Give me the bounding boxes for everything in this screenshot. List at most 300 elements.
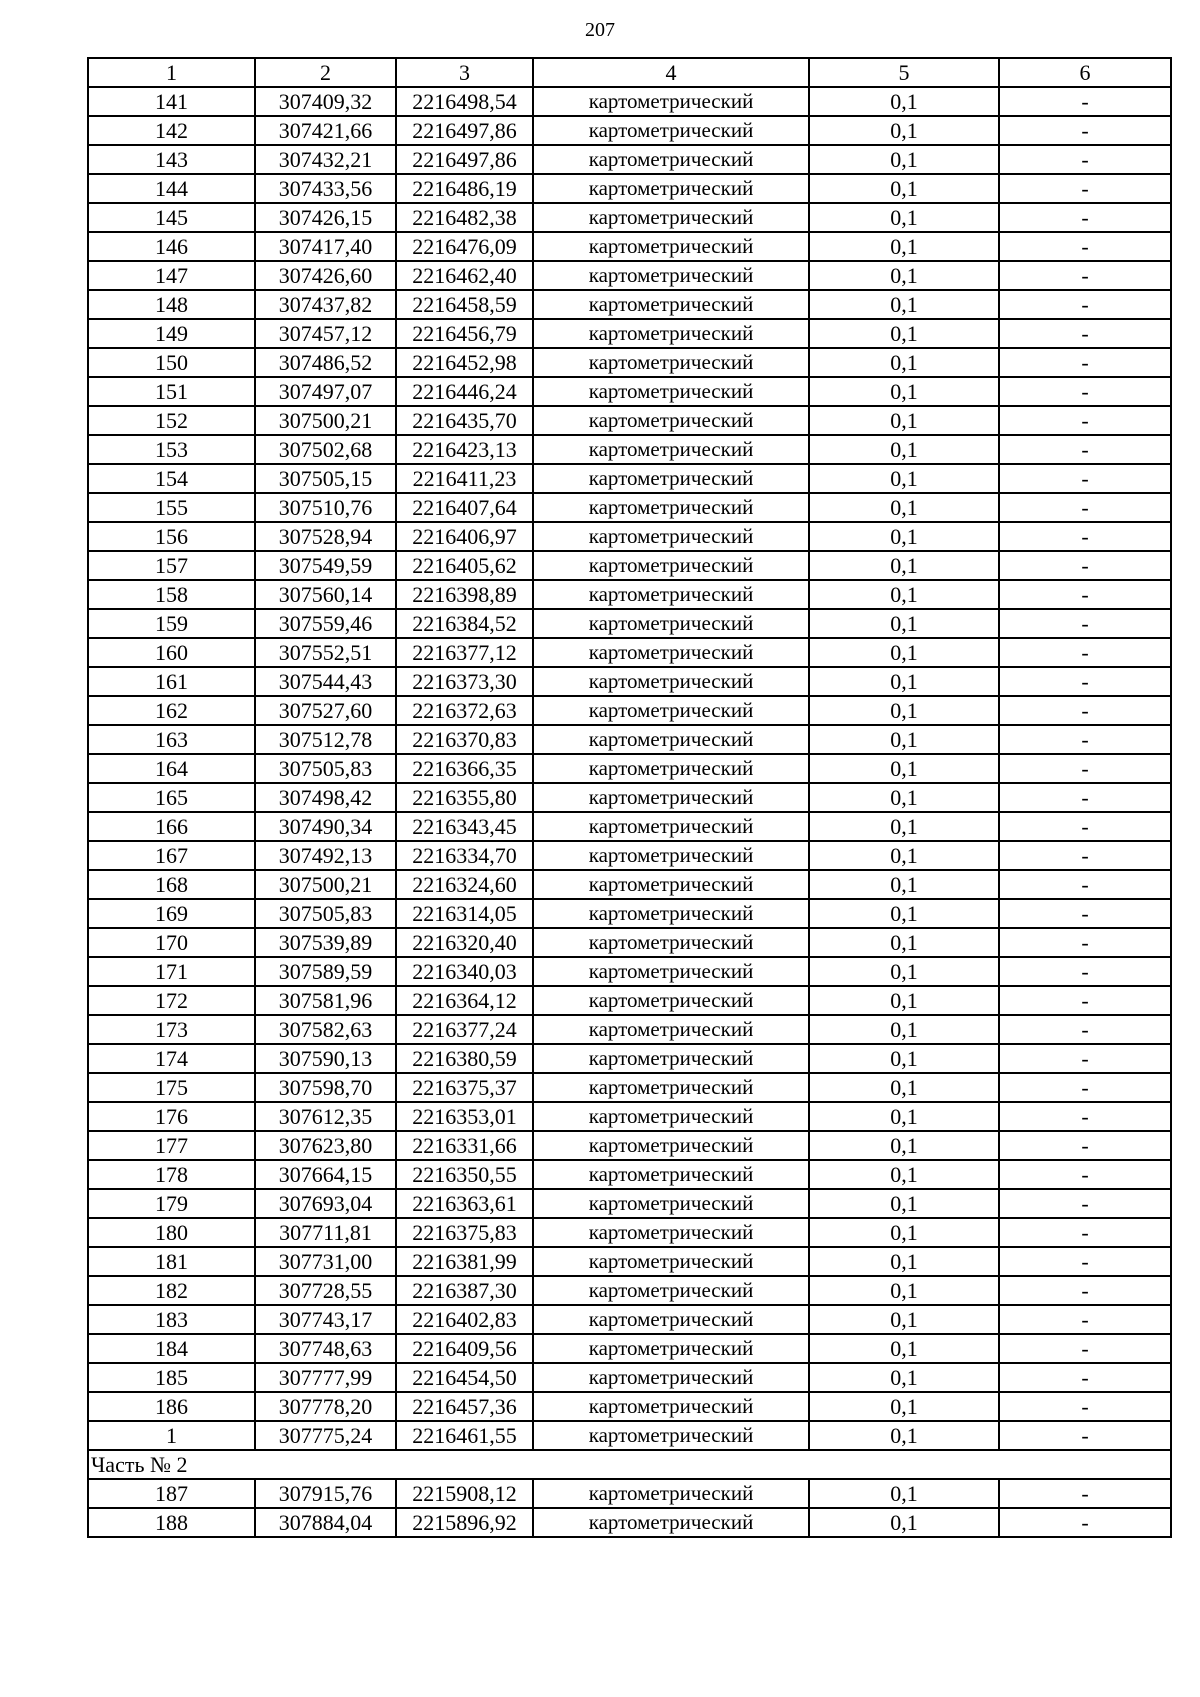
description-cell: -	[999, 377, 1171, 406]
method-cell: картометрический	[533, 522, 809, 551]
table-row	[88, 1363, 1171, 1392]
method-cell: картометрический	[533, 609, 809, 638]
table-row	[88, 1218, 1171, 1247]
method-cell: картометрический	[533, 406, 809, 435]
description-cell: -	[999, 957, 1171, 986]
method-cell: картометрический	[533, 580, 809, 609]
description-cell: -	[999, 261, 1171, 290]
description-cell: -	[999, 1189, 1171, 1218]
header-cell: 6	[999, 58, 1171, 87]
x-coordinate-cell: 307743,17	[255, 1305, 396, 1334]
accuracy-cell: 0,1	[809, 696, 999, 725]
point-number-cell: 158	[88, 580, 255, 609]
x-coordinate-cell: 307510,76	[255, 493, 396, 522]
description-cell: -	[999, 870, 1171, 899]
method-cell: картометрический	[533, 319, 809, 348]
method-cell: картометрический	[533, 551, 809, 580]
point-number-cell: 171	[88, 957, 255, 986]
accuracy-cell: 0,1	[809, 1392, 999, 1421]
y-coordinate-cell: 2216334,70	[396, 841, 533, 870]
x-coordinate-cell: 307559,46	[255, 609, 396, 638]
x-coordinate-cell: 307421,66	[255, 116, 396, 145]
method-cell: картометрический	[533, 87, 809, 116]
point-number-cell: 180	[88, 1218, 255, 1247]
y-coordinate-cell: 2216406,97	[396, 522, 533, 551]
method-cell: картометрический	[533, 899, 809, 928]
x-coordinate-cell: 307505,83	[255, 754, 396, 783]
table-row	[88, 1305, 1171, 1334]
method-cell: картометрический	[533, 232, 809, 261]
table-row	[88, 1334, 1171, 1363]
accuracy-cell: 0,1	[809, 1073, 999, 1102]
x-coordinate-cell: 307492,13	[255, 841, 396, 870]
y-coordinate-cell: 2216454,50	[396, 1363, 533, 1392]
description-cell: -	[999, 493, 1171, 522]
y-coordinate-cell: 2216446,24	[396, 377, 533, 406]
description-cell: -	[999, 928, 1171, 957]
x-coordinate-cell: 307693,04	[255, 1189, 396, 1218]
point-number-cell: 142	[88, 116, 255, 145]
x-coordinate-cell: 307486,52	[255, 348, 396, 377]
section-label: Часть № 2	[88, 1450, 1171, 1479]
description-cell: -	[999, 1131, 1171, 1160]
y-coordinate-cell: 2216497,86	[396, 116, 533, 145]
description-cell: -	[999, 1392, 1171, 1421]
y-coordinate-cell: 2216364,12	[396, 986, 533, 1015]
method-cell: картометрический	[533, 1247, 809, 1276]
y-coordinate-cell: 2216340,03	[396, 957, 533, 986]
accuracy-cell: 0,1	[809, 435, 999, 464]
description-cell: -	[999, 435, 1171, 464]
table-row	[88, 116, 1171, 145]
table-row	[88, 435, 1171, 464]
table-row	[88, 841, 1171, 870]
x-coordinate-cell: 307884,04	[255, 1508, 396, 1537]
y-coordinate-cell: 2216381,99	[396, 1247, 533, 1276]
accuracy-cell: 0,1	[809, 406, 999, 435]
description-cell: -	[999, 1073, 1171, 1102]
point-number-cell: 152	[88, 406, 255, 435]
y-coordinate-cell: 2216407,64	[396, 493, 533, 522]
table-row	[88, 1479, 1171, 1508]
point-number-cell: 185	[88, 1363, 255, 1392]
table-row	[88, 725, 1171, 754]
table-row	[88, 1392, 1171, 1421]
y-coordinate-cell: 2216423,13	[396, 435, 533, 464]
x-coordinate-cell: 307582,63	[255, 1015, 396, 1044]
table-row	[88, 1421, 1171, 1450]
description-cell: -	[999, 319, 1171, 348]
x-coordinate-cell: 307417,40	[255, 232, 396, 261]
y-coordinate-cell: 2216497,86	[396, 145, 533, 174]
x-coordinate-cell: 307731,00	[255, 1247, 396, 1276]
method-cell: картометрический	[533, 261, 809, 290]
method-cell: картометрический	[533, 870, 809, 899]
table-row	[88, 232, 1171, 261]
y-coordinate-cell: 2216363,61	[396, 1189, 533, 1218]
point-number-cell: 162	[88, 696, 255, 725]
method-cell: картометрический	[533, 1508, 809, 1537]
y-coordinate-cell: 2216331,66	[396, 1131, 533, 1160]
x-coordinate-cell: 307500,21	[255, 870, 396, 899]
table-header-row	[88, 58, 1171, 87]
table-row	[88, 986, 1171, 1015]
y-coordinate-cell: 2216375,37	[396, 1073, 533, 1102]
table-row	[88, 812, 1171, 841]
point-number-cell: 143	[88, 145, 255, 174]
description-cell: -	[999, 1247, 1171, 1276]
description-cell: -	[999, 290, 1171, 319]
description-cell: -	[999, 725, 1171, 754]
accuracy-cell: 0,1	[809, 812, 999, 841]
y-coordinate-cell: 2215908,12	[396, 1479, 533, 1508]
table-row	[88, 203, 1171, 232]
accuracy-cell: 0,1	[809, 638, 999, 667]
description-cell: -	[999, 986, 1171, 1015]
y-coordinate-cell: 2216458,59	[396, 290, 533, 319]
accuracy-cell: 0,1	[809, 1044, 999, 1073]
accuracy-cell: 0,1	[809, 957, 999, 986]
accuracy-cell: 0,1	[809, 580, 999, 609]
accuracy-cell: 0,1	[809, 493, 999, 522]
description-cell: -	[999, 812, 1171, 841]
description-cell: -	[999, 145, 1171, 174]
table-row	[88, 464, 1171, 493]
table-row	[88, 957, 1171, 986]
method-cell: картометрический	[533, 754, 809, 783]
method-cell: картометрический	[533, 464, 809, 493]
x-coordinate-cell: 307598,70	[255, 1073, 396, 1102]
table-row	[88, 493, 1171, 522]
section-row	[88, 1450, 1171, 1479]
method-cell: картометрический	[533, 1392, 809, 1421]
method-cell: картометрический	[533, 1189, 809, 1218]
point-number-cell: 159	[88, 609, 255, 638]
x-coordinate-cell: 307426,15	[255, 203, 396, 232]
method-cell: картометрический	[533, 841, 809, 870]
method-cell: картометрический	[533, 203, 809, 232]
table-row	[88, 1015, 1171, 1044]
description-cell: -	[999, 1044, 1171, 1073]
y-coordinate-cell: 2216462,40	[396, 261, 533, 290]
x-coordinate-cell: 307612,35	[255, 1102, 396, 1131]
x-coordinate-cell: 307552,51	[255, 638, 396, 667]
method-cell: картометрический	[533, 1305, 809, 1334]
accuracy-cell: 0,1	[809, 1334, 999, 1363]
accuracy-cell: 0,1	[809, 1305, 999, 1334]
description-cell: -	[999, 783, 1171, 812]
x-coordinate-cell: 307539,89	[255, 928, 396, 957]
method-cell: картометрический	[533, 348, 809, 377]
description-cell: -	[999, 1508, 1171, 1537]
accuracy-cell: 0,1	[809, 174, 999, 203]
accuracy-cell: 0,1	[809, 1508, 999, 1537]
method-cell: картометрический	[533, 1160, 809, 1189]
description-cell: -	[999, 841, 1171, 870]
method-cell: картометрический	[533, 290, 809, 319]
table-row	[88, 261, 1171, 290]
method-cell: картометрический	[533, 667, 809, 696]
accuracy-cell: 0,1	[809, 1131, 999, 1160]
x-coordinate-cell: 307544,43	[255, 667, 396, 696]
point-number-cell: 170	[88, 928, 255, 957]
x-coordinate-cell: 307500,21	[255, 406, 396, 435]
table-body	[88, 58, 1171, 1537]
table-row	[88, 1160, 1171, 1189]
x-coordinate-cell: 307502,68	[255, 435, 396, 464]
table-row	[88, 667, 1171, 696]
description-cell: -	[999, 464, 1171, 493]
accuracy-cell: 0,1	[809, 522, 999, 551]
point-number-cell: 148	[88, 290, 255, 319]
x-coordinate-cell: 307778,20	[255, 1392, 396, 1421]
page-number: 207	[585, 19, 615, 41]
point-number-cell: 167	[88, 841, 255, 870]
x-coordinate-cell: 307560,14	[255, 580, 396, 609]
header-cell: 1	[88, 58, 255, 87]
table-row	[88, 1247, 1171, 1276]
accuracy-cell: 0,1	[809, 1421, 999, 1450]
point-number-cell: 146	[88, 232, 255, 261]
method-cell: картометрический	[533, 377, 809, 406]
point-number-cell: 183	[88, 1305, 255, 1334]
description-cell: -	[999, 696, 1171, 725]
accuracy-cell: 0,1	[809, 783, 999, 812]
description-cell: -	[999, 609, 1171, 638]
point-number-cell: 164	[88, 754, 255, 783]
x-coordinate-cell: 307437,82	[255, 290, 396, 319]
accuracy-cell: 0,1	[809, 1247, 999, 1276]
x-coordinate-cell: 307748,63	[255, 1334, 396, 1363]
description-cell: -	[999, 1276, 1171, 1305]
point-number-cell: 187	[88, 1479, 255, 1508]
table-row	[88, 696, 1171, 725]
accuracy-cell: 0,1	[809, 1102, 999, 1131]
table-row	[88, 145, 1171, 174]
y-coordinate-cell: 2216320,40	[396, 928, 533, 957]
x-coordinate-cell: 307512,78	[255, 725, 396, 754]
y-coordinate-cell: 2216398,89	[396, 580, 533, 609]
description-cell: -	[999, 580, 1171, 609]
description-cell: -	[999, 638, 1171, 667]
point-number-cell: 176	[88, 1102, 255, 1131]
method-cell: картометрический	[533, 1421, 809, 1450]
method-cell: картометрический	[533, 435, 809, 464]
method-cell: картометрический	[533, 1218, 809, 1247]
description-cell: -	[999, 1363, 1171, 1392]
x-coordinate-cell: 307432,21	[255, 145, 396, 174]
x-coordinate-cell: 307505,15	[255, 464, 396, 493]
point-number-cell: 160	[88, 638, 255, 667]
accuracy-cell: 0,1	[809, 145, 999, 174]
method-cell: картометрический	[533, 928, 809, 957]
point-number-cell: 181	[88, 1247, 255, 1276]
y-coordinate-cell: 2216350,55	[396, 1160, 533, 1189]
description-cell: -	[999, 1305, 1171, 1334]
y-coordinate-cell: 2216377,12	[396, 638, 533, 667]
x-coordinate-cell: 307457,12	[255, 319, 396, 348]
y-coordinate-cell: 2216456,79	[396, 319, 533, 348]
point-number-cell: 151	[88, 377, 255, 406]
point-number-cell: 173	[88, 1015, 255, 1044]
accuracy-cell: 0,1	[809, 667, 999, 696]
x-coordinate-cell: 307527,60	[255, 696, 396, 725]
description-cell: -	[999, 1479, 1171, 1508]
method-cell: картометрический	[533, 1131, 809, 1160]
point-number-cell: 188	[88, 1508, 255, 1537]
accuracy-cell: 0,1	[809, 899, 999, 928]
x-coordinate-cell: 307549,59	[255, 551, 396, 580]
method-cell: картометрический	[533, 1334, 809, 1363]
point-number-cell: 166	[88, 812, 255, 841]
x-coordinate-cell: 307426,60	[255, 261, 396, 290]
method-cell: картометрический	[533, 174, 809, 203]
method-cell: картометрический	[533, 986, 809, 1015]
x-coordinate-cell: 307775,24	[255, 1421, 396, 1450]
table-row	[88, 1131, 1171, 1160]
point-number-cell: 144	[88, 174, 255, 203]
y-coordinate-cell: 2216402,83	[396, 1305, 533, 1334]
y-coordinate-cell: 2216498,54	[396, 87, 533, 116]
x-coordinate-cell: 307915,76	[255, 1479, 396, 1508]
y-coordinate-cell: 2216461,55	[396, 1421, 533, 1450]
point-number-cell: 141	[88, 87, 255, 116]
table-row	[88, 522, 1171, 551]
point-number-cell: 186	[88, 1392, 255, 1421]
table-row	[88, 899, 1171, 928]
description-cell: -	[999, 899, 1171, 928]
y-coordinate-cell: 2216380,59	[396, 1044, 533, 1073]
table-row	[88, 580, 1171, 609]
table-row	[88, 319, 1171, 348]
y-coordinate-cell: 2215896,92	[396, 1508, 533, 1537]
description-cell: -	[999, 203, 1171, 232]
x-coordinate-cell: 307777,99	[255, 1363, 396, 1392]
y-coordinate-cell: 2216411,23	[396, 464, 533, 493]
description-cell: -	[999, 87, 1171, 116]
accuracy-cell: 0,1	[809, 290, 999, 319]
point-number-cell: 154	[88, 464, 255, 493]
method-cell: картометрический	[533, 638, 809, 667]
y-coordinate-cell: 2216372,63	[396, 696, 533, 725]
description-cell: -	[999, 1015, 1171, 1044]
accuracy-cell: 0,1	[809, 1218, 999, 1247]
point-number-cell: 145	[88, 203, 255, 232]
method-cell: картометрический	[533, 1276, 809, 1305]
x-coordinate-cell: 307590,13	[255, 1044, 396, 1073]
table-row	[88, 638, 1171, 667]
y-coordinate-cell: 2216482,38	[396, 203, 533, 232]
table-row	[88, 609, 1171, 638]
description-cell: -	[999, 667, 1171, 696]
x-coordinate-cell: 307498,42	[255, 783, 396, 812]
table-row	[88, 290, 1171, 319]
table-row	[88, 1189, 1171, 1218]
y-coordinate-cell: 2216373,30	[396, 667, 533, 696]
point-number-cell: 157	[88, 551, 255, 580]
point-number-cell: 153	[88, 435, 255, 464]
accuracy-cell: 0,1	[809, 986, 999, 1015]
y-coordinate-cell: 2216435,70	[396, 406, 533, 435]
x-coordinate-cell: 307433,56	[255, 174, 396, 203]
method-cell: картометрический	[533, 493, 809, 522]
method-cell: картометрический	[533, 145, 809, 174]
description-cell: -	[999, 1334, 1171, 1363]
table-row	[88, 406, 1171, 435]
x-coordinate-cell: 307490,34	[255, 812, 396, 841]
y-coordinate-cell: 2216409,56	[396, 1334, 533, 1363]
point-number-cell: 179	[88, 1189, 255, 1218]
accuracy-cell: 0,1	[809, 551, 999, 580]
description-cell: -	[999, 551, 1171, 580]
table-row	[88, 1276, 1171, 1305]
accuracy-cell: 0,1	[809, 116, 999, 145]
table-row	[88, 174, 1171, 203]
y-coordinate-cell: 2216384,52	[396, 609, 533, 638]
accuracy-cell: 0,1	[809, 1015, 999, 1044]
coordinates-table	[87, 57, 1172, 1538]
x-coordinate-cell: 307589,59	[255, 957, 396, 986]
header-cell: 2	[255, 58, 396, 87]
y-coordinate-cell: 2216377,24	[396, 1015, 533, 1044]
y-coordinate-cell: 2216370,83	[396, 725, 533, 754]
point-number-cell: 177	[88, 1131, 255, 1160]
description-cell: -	[999, 1102, 1171, 1131]
point-number-cell: 155	[88, 493, 255, 522]
accuracy-cell: 0,1	[809, 1276, 999, 1305]
point-number-cell: 165	[88, 783, 255, 812]
table-row	[88, 348, 1171, 377]
description-cell: -	[999, 754, 1171, 783]
y-coordinate-cell: 2216486,19	[396, 174, 533, 203]
y-coordinate-cell: 2216366,35	[396, 754, 533, 783]
x-coordinate-cell: 307528,94	[255, 522, 396, 551]
x-coordinate-cell: 307711,81	[255, 1218, 396, 1247]
point-number-cell: 178	[88, 1160, 255, 1189]
point-number-cell: 168	[88, 870, 255, 899]
point-number-cell: 147	[88, 261, 255, 290]
description-cell: -	[999, 1421, 1171, 1450]
accuracy-cell: 0,1	[809, 377, 999, 406]
method-cell: картометрический	[533, 1102, 809, 1131]
table-row	[88, 1102, 1171, 1131]
method-cell: картометрический	[533, 725, 809, 754]
point-number-cell: 169	[88, 899, 255, 928]
description-cell: -	[999, 348, 1171, 377]
point-number-cell: 161	[88, 667, 255, 696]
method-cell: картометрический	[533, 116, 809, 145]
point-number-cell: 150	[88, 348, 255, 377]
description-cell: -	[999, 116, 1171, 145]
y-coordinate-cell: 2216355,80	[396, 783, 533, 812]
point-number-cell: 184	[88, 1334, 255, 1363]
method-cell: картометрический	[533, 1015, 809, 1044]
method-cell: картометрический	[533, 1479, 809, 1508]
y-coordinate-cell: 2216457,36	[396, 1392, 533, 1421]
table-row	[88, 87, 1171, 116]
y-coordinate-cell: 2216375,83	[396, 1218, 533, 1247]
description-cell: -	[999, 522, 1171, 551]
x-coordinate-cell: 307728,55	[255, 1276, 396, 1305]
accuracy-cell: 0,1	[809, 870, 999, 899]
point-number-cell: 174	[88, 1044, 255, 1073]
point-number-cell: 1	[88, 1421, 255, 1450]
accuracy-cell: 0,1	[809, 725, 999, 754]
accuracy-cell: 0,1	[809, 1189, 999, 1218]
y-coordinate-cell: 2216324,60	[396, 870, 533, 899]
x-coordinate-cell: 307505,83	[255, 899, 396, 928]
accuracy-cell: 0,1	[809, 203, 999, 232]
